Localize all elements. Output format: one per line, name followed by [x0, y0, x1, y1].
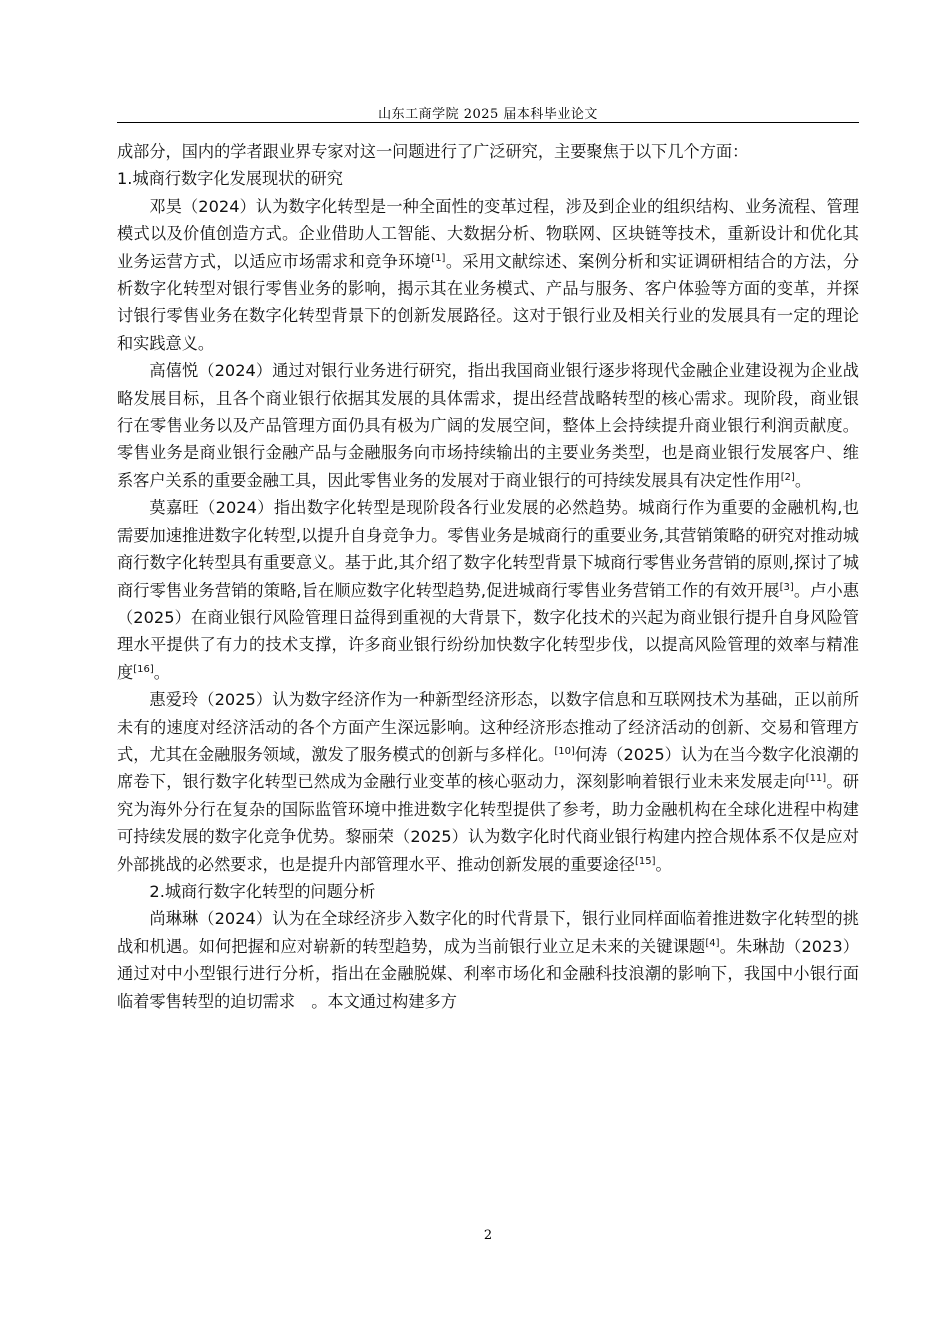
paragraph-text: 惠爱玲（2025）认为数字经济作为一种新型经济形态，以数字信息和互联网技术为基础，正以前所未有的速度对经济活动的各个方面产生深远影响。这种经济形态推动了经济活动的创新、交易和管理方式，尤其在金融服务领域，激发了服务模式的创新与多样化。 [117, 690, 859, 764]
citation-ref: [2] [780, 471, 795, 483]
citation-ref: [16] [133, 663, 154, 675]
citation-ref: [3] [779, 581, 794, 593]
section-heading-2: 2.城商行数字化转型的问题分析 [149, 881, 376, 901]
paragraph-text: 。 [655, 854, 672, 874]
paragraph-text: 。卢小惠（2025）在商业银行风险管理日益得到重视的大背景下，数字化技术的兴起为商业银行提升自身风险管理水平提供了有力的技术支撑，许多商业银行纷纷加快数字化转型步伐，以提高风险管理的效率与精准度 [117, 580, 860, 682]
paragraph-text: 。研究为海外分行在复杂的国际监管环境中推进数字化转型提供了参考，助力金融机构在全球化进程中构建可持续发展的数字化竞争优势。黎丽荣（2025）认为数字化时代商业银行构建内控合规体系不仅是应对外部挑战的必然要求，也是提升内部管理水平、推动创新发展的重要途径 [117, 772, 859, 874]
paragraph-text: 莫嘉旺（2024）指出数字化转型是现阶段各行业发展的必然趋势。城商行作为重要的金融机构,也需要加速推进数字化转型,以提升自身竞争力。零售业务是城商行的重要业务,其营销策略的研究对推动城商行数字化转型具有重要意义。基于此,其介绍了数字化转型背景下城商行零售业务营销的原则,探讨了城商行零售业务营销的策略,旨在顺应数字化转型趋势,促进城商行零售业务营销工作的有效开展 [117, 498, 859, 600]
page-number: 2 [483, 1228, 493, 1243]
citation-ref: [1] [431, 252, 446, 264]
paragraph-huiailing [117, 686, 859, 878]
citation-ref: [15] [635, 855, 656, 867]
paragraph-text: 。朱琳劼（2023）通过对中小型银行进行分析，指出在金融脱媒、利率市场化和金融科技浪潮的影响下，我国中小银行面临着零售转型的迫切需求 。本文通过构建多方 [117, 936, 859, 1011]
paragraph-text: 尚琳琳（2024）认为在全球经济步入数字化的时代背景下，银行业同样面临着推进数字化转型的挑战和机遇。如何把握和应对崭新的转型趋势，成为当前银行业立足未来的关键课题 [117, 909, 859, 956]
thesis-body [117, 138, 859, 1015]
citation-ref: [10] [554, 745, 575, 757]
running-header: 山东工商学院 2025 届本科毕业论文 [378, 107, 598, 122]
citation-ref: [11] [805, 773, 827, 785]
paragraph-text: 。 [794, 470, 812, 490]
paragraph-text: 高僖悦（2024）通过对银行业务进行研究，指出我国商业银行逐步将现代金融企业建设视为企业战略发展目标，且各个商业银行依据其发展的具体需求，提出经营战略转型的核心需求。现阶段，商业银行在零售业务以及产品管理方面仍具有极为广阔的发展空间，整体上会持续提升商业银行利润贡献度。零售业务是商业银行金融产品与金融服务向市场持续输出的主要业务类型，也是商业银行发展客户、维系客户关系的重要金融工具，因此零售业务的发展对于商业银行的可持续发展具有决定性作用 [117, 361, 859, 490]
paragraph-text: 何涛（2025）认为在当今数字化浪潮的席卷下，银行数字化转型已然成为金融行业变革的核心驱动力，深刻影响着银行业未来发展走向 [117, 744, 859, 792]
paragraph-gaoxiyue [117, 357, 859, 494]
paragraph-denghao [117, 193, 859, 357]
citation-ref: [4] [705, 937, 720, 949]
paragraph-shanglinlin [117, 905, 859, 1015]
section-heading-1: 1.城商行数字化发展现状的研究 [117, 169, 343, 189]
paragraph-text: 。采用文献综述、案例分析和实证调研相结合的方法，分析数字化转型对银行零售业务的影响，揭示其在业务模式、产品与服务、客户体验等方面的变革，并探讨银行零售业务在数字化转型背景下的创新发展路径。这对于银行业及相关行业的发展具有一定的理论和实践意义。 [117, 251, 860, 353]
header-divider [117, 122, 859, 123]
intro-paragraph: 成部分，国内的学者跟业界专家对这一问题进行了广泛研究，主要聚焦于以下几个方面： [117, 142, 749, 161]
paragraph-text: 。 [153, 662, 170, 682]
paragraph-mojiawang [117, 494, 859, 686]
paragraph-text: 邓昊（2024）认为数字化转型是一种全面性的变革过程，涉及到企业的组织结构、业务流程、管理模式以及价值创造方式。企业借助人工智能、大数据分析、物联网、区块链等技术，重新设计和优化其业务运营方式，以适应市场需求和竞争环境 [117, 196, 859, 271]
